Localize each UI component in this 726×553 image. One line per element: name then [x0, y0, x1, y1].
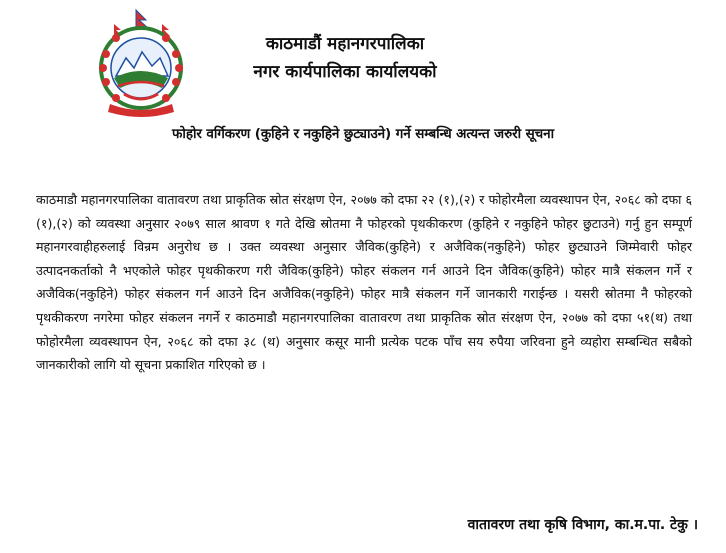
notice-subject: फोहोर वर्गिकरण (कुहिने र नकुहिने छुट्याउने) गर्ने सम्बन्धि अत्यन्त जरुरी सूचना [172, 126, 554, 142]
organization-name [200, 30, 490, 86]
kathmandu-emblem-logo [92, 8, 190, 118]
notice-body: काठमाडौ महानगरपालिका वातावरण तथा प्राकृतिक स्रोत संरक्षण ऐन, २०७७ को दफा २२ (१),(२) र फोहोरमैला व्यवस्थापन ऐन, २०६८ को दफा ६ (१),(२) को व्यवस्था अनुसार २०७९ साल श्रावण १ गते देखि स्रोतमा नै फोहरको पृथकीकरण (कुहिने र नकुहिने फोहर छुटाउने) गर्नु हुन सम्पूर्ण महानगरवाहीहरुलाई विन्रम अनुरोध छ । उक्त व्यवस्था अनुसार जैविक(कुहिने) र अजैविक(नकुहिने) फोहर छुट्याउने जिम्मेवारी फोहर उत्पादनकर्ताको नै भएकोले फोहर पृथकीकरण गरी जैविक(कुहिने) फोहर संकलन गर्न आउने दिन जैविक(कुहिने) फोहर मात्रै संकलन गर्ने र अजैविक(नकुहिने) फोहर संकलन गर्न आउने दिन अजैविक(नकुहिने) फोहर मात्रै संकलन गर्ने जानकारी गराईन्छ । यसरी स्रोतमा नै फोहरको पृथकीकरण नगरेमा फोहर संकलन नगर्ने र काठमाडौ महानगरपालिका वातावरण तथा प्राकृतिक स्रोत संरक्षण ऐन, २०७७ को दफा ५१(थ) तथा फोहोरमैला व्यवस्थापन ऐन, २०६८ को दफा ३८ (थ) अनुसार कसूर मानी प्रत्येक पटक पाँच सय रुपैया जरिवना हुने व्यहोरा सम्बन्धित सबैको जानकारीको लागि यो सूचना प्रकाशित गरिएको छ । [36, 192, 692, 373]
org-name-line2: नगर कार्यपालिका कार्यालयको [253, 62, 437, 82]
issuer-signature: वातावरण तथा कृषि विभाग, का.म.पा. टेकु । [467, 517, 698, 533]
org-name-line1: काठमाडौं महानगरपालिका [265, 34, 425, 54]
emblem-icon [92, 8, 190, 118]
